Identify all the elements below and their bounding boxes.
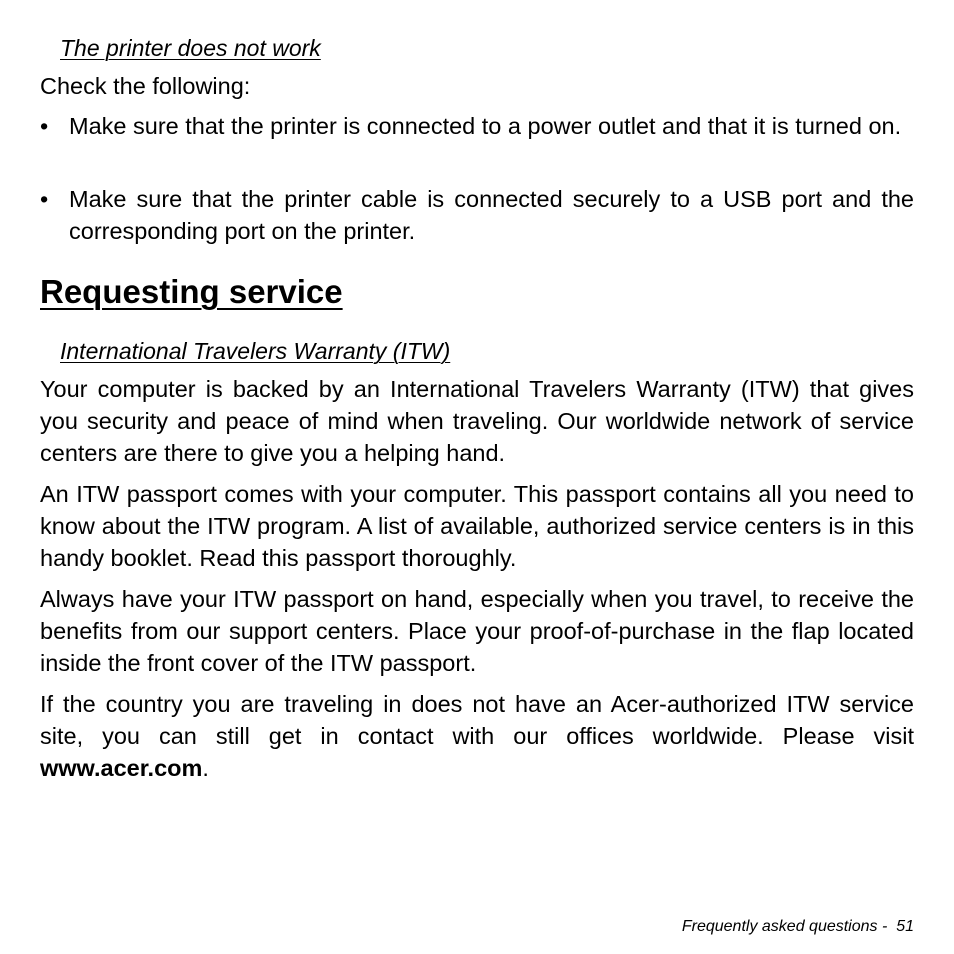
bullet-text: Make sure that the printer cable is connected securely to a USB port and the corresponding port on the printer. — [69, 186, 914, 244]
bullet-item — [40, 110, 914, 142]
paragraph-itw-travel: Always have your ITW passport on hand, especially when you travel, to receive the benefits from our support centers. Place your proof-of-purchase in the flap located inside the front cover of the ITW passport. — [40, 586, 914, 676]
check-intro: Check the following: — [40, 73, 251, 99]
paragraph-itw-passport: An ITW passport comes with your computer. This passport contains all you need to know about the ITW program. A list of available, authorized service centers is in this handy booklet. Read this passport thoroughly. — [40, 481, 914, 571]
bullet-item — [40, 183, 914, 247]
bullet-text: Make sure that the printer is connected to a power outlet and that it is turned on. — [69, 113, 902, 139]
paragraph-itw-contact — [40, 688, 914, 784]
bullet-icon: • — [40, 113, 49, 139]
acer-website-link[interactable]: www.acer.com — [40, 755, 203, 781]
contact-text: If the country you are traveling in does not have an Acer-authorized ITW service site, you can still get in contact with our offices worldwide. Please visit — [40, 691, 914, 749]
page-number: 51 — [896, 918, 914, 935]
itw-subheading: International Travelers Warranty (ITW) — [60, 338, 451, 364]
footer-separator: - — [877, 918, 897, 935]
footer-section-name: Frequently asked questions — [681, 918, 878, 935]
bullet-icon: • — [40, 186, 49, 212]
section-title: Requesting service — [40, 273, 343, 310]
printer-subheading: The printer does not work — [60, 35, 321, 61]
page-footer — [682, 916, 914, 938]
contact-text-end: . — [202, 755, 209, 781]
paragraph-itw-intro: Your computer is backed by an International Travelers Warranty (ITW) that gives you security and peace of mind when traveling. Our worldwide network of service centers are there to give you a helping hand. — [40, 376, 914, 466]
